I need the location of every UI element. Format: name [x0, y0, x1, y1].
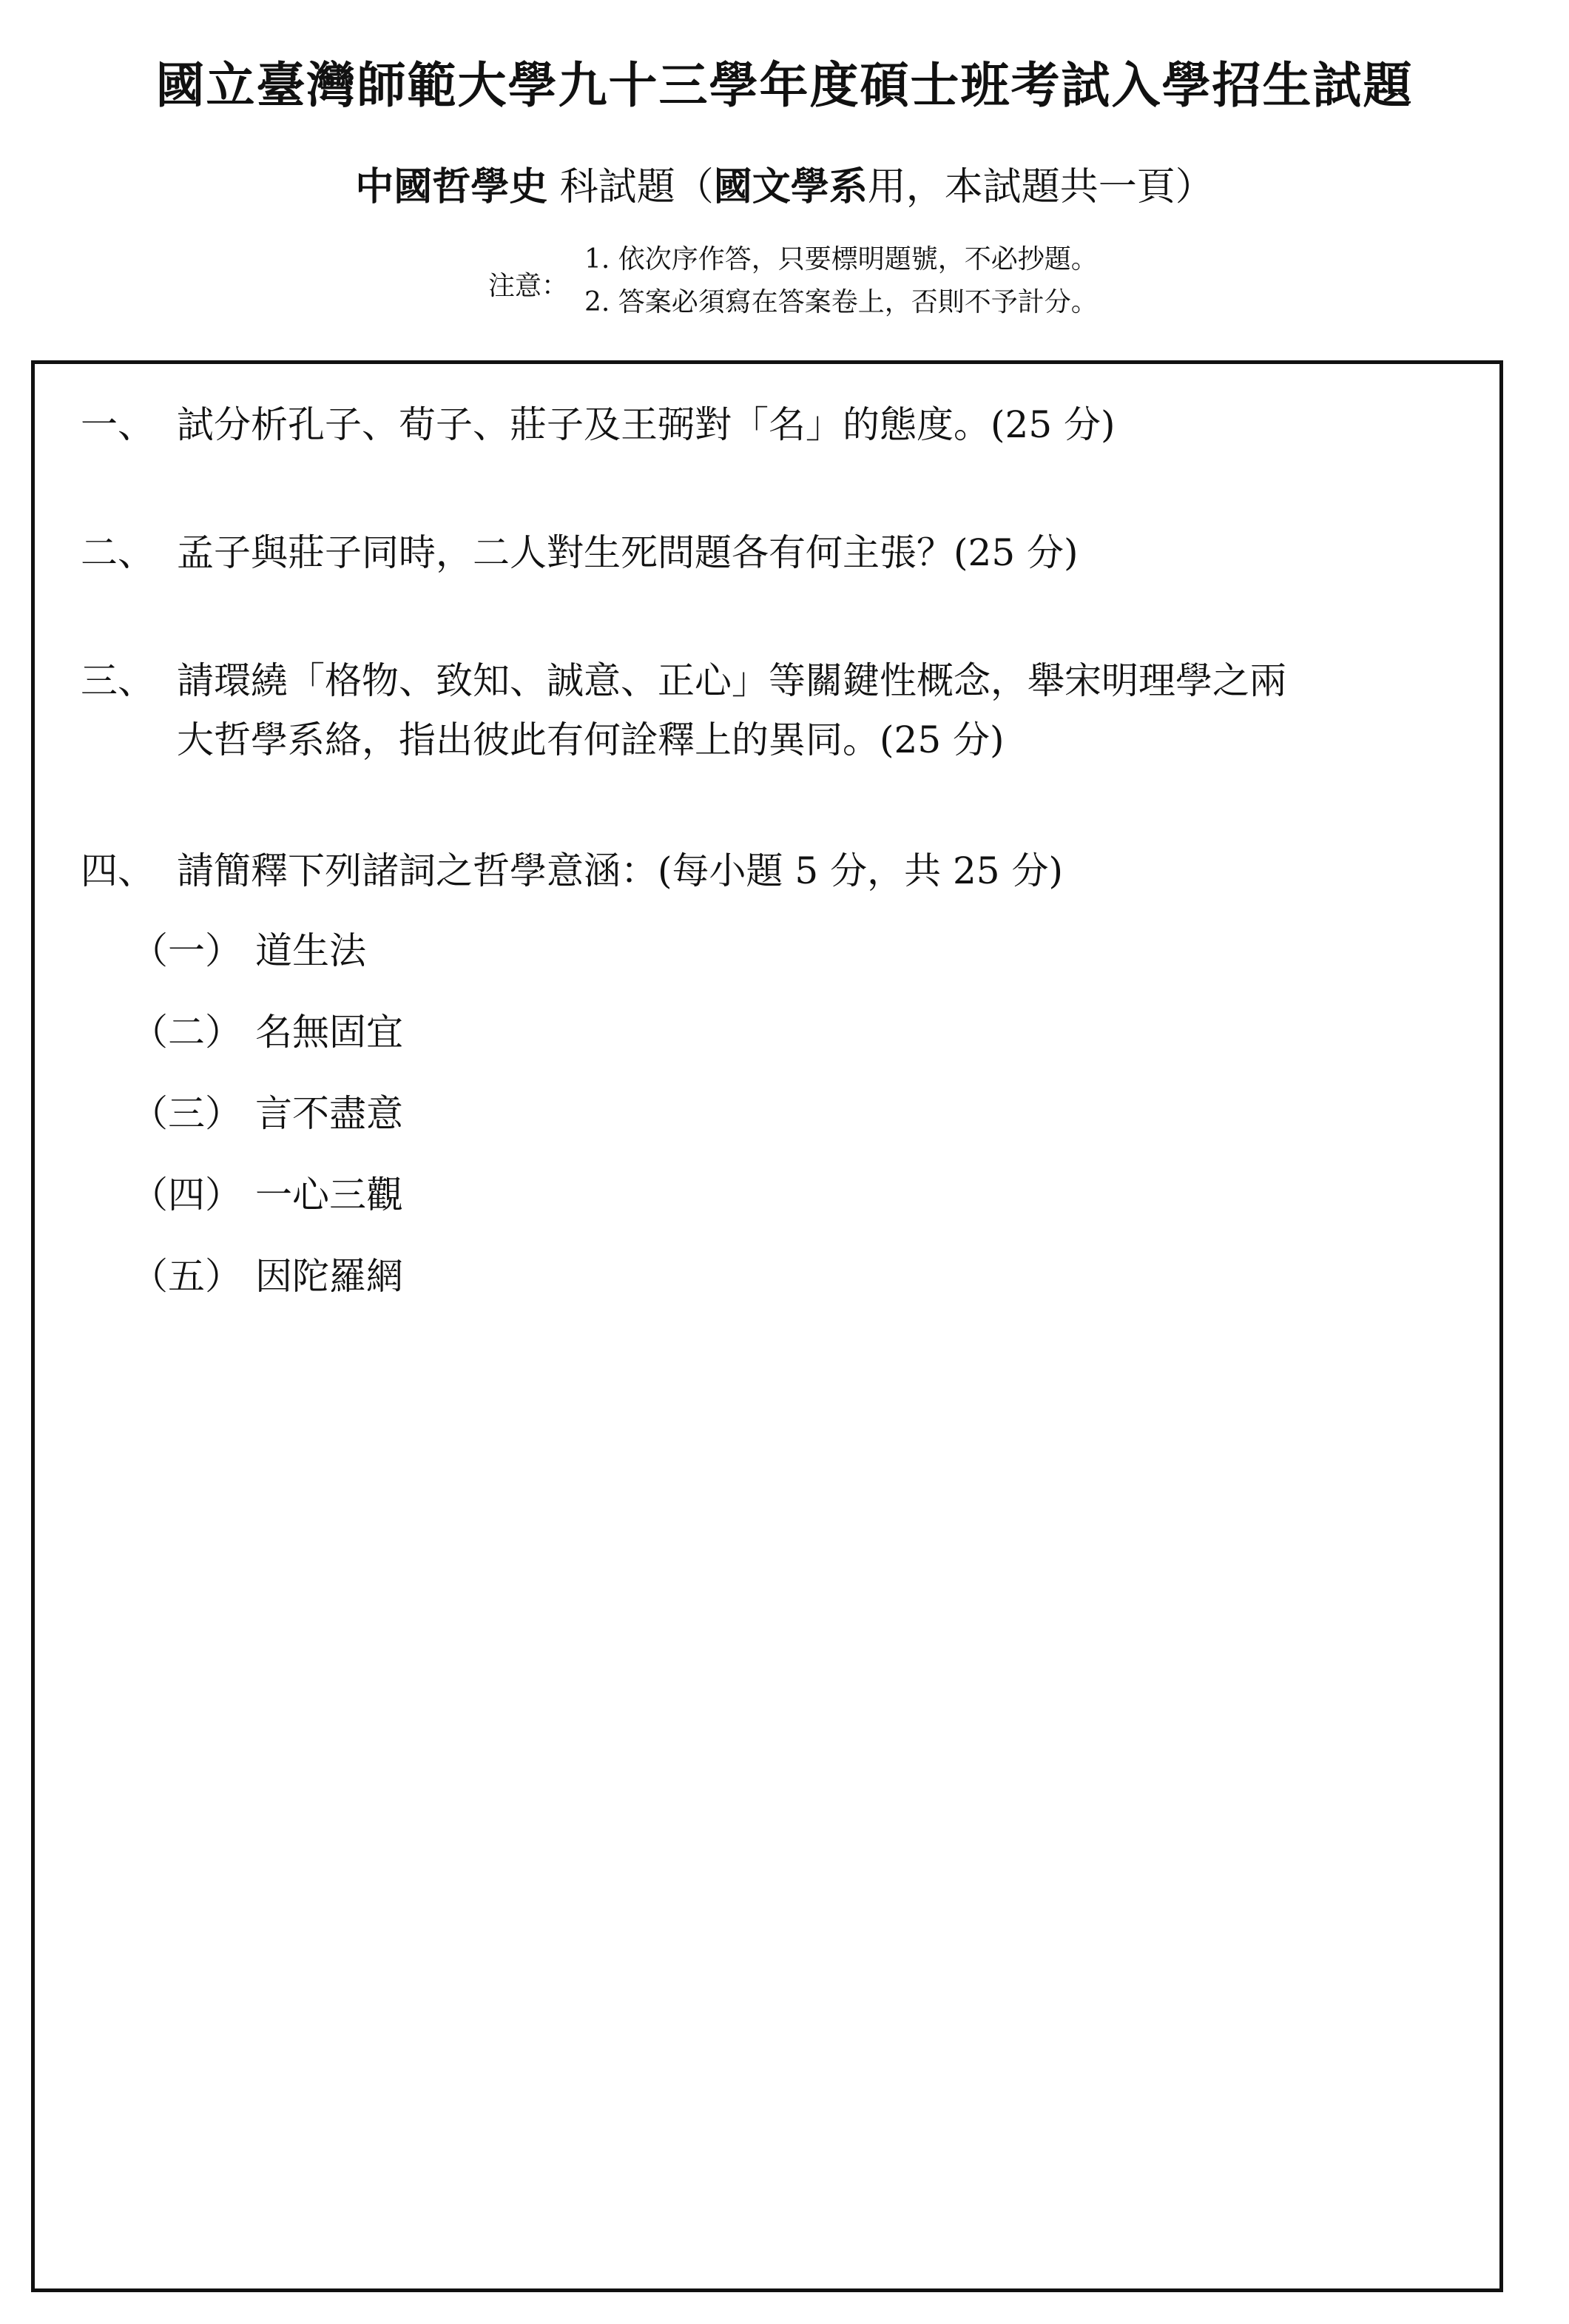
department-name: 國文學系	[713, 165, 868, 209]
subtitle-end: 用，本試題共一頁）	[867, 165, 1214, 209]
sub-item-number: （一）	[131, 929, 242, 972]
sub-item-text: 名無固宜	[255, 1011, 403, 1054]
sub-item-text: 一心三觀	[255, 1173, 403, 1216]
question-text: 請環繞「格物、致知、誠意、正心」等關鍵性概念，舉宋明理學之兩	[177, 659, 1286, 702]
exam-subtitle	[0, 155, 1569, 211]
question-4	[81, 841, 1063, 900]
question-text: 孟子與莊子同時，二人對生死問題各有何主張？(25 分)	[177, 531, 1079, 574]
sub-item	[131, 1165, 403, 1225]
sub-item	[131, 1247, 403, 1306]
notice-item: 1. 依次序作答，只要標明題號，不必抄題。	[584, 244, 1098, 274]
question-text-continued: 大哲學系絡，指出彼此有何詮釋上的異同。(25 分)	[177, 718, 1005, 761]
question-text: 試分析孔子、荀子、莊子及王弼對「名」的態度。(25 分)	[177, 403, 1116, 446]
notice-block	[488, 238, 1302, 327]
question-text: 請簡釋下列諸詞之哲學意涵：(每小題 5 分，共 25 分)	[177, 849, 1064, 892]
question-number: 四、	[81, 849, 155, 892]
question-2	[81, 523, 1079, 582]
sub-item-number: （三）	[131, 1092, 242, 1135]
question-1	[81, 395, 1116, 454]
notice-label: 注意：	[488, 271, 569, 301]
sub-item	[131, 921, 366, 980]
subject-name: 中國哲學史	[355, 165, 548, 209]
sub-item-text: 言不盡意	[255, 1092, 403, 1135]
sub-item-number: （四）	[131, 1173, 242, 1216]
sub-item-text: 因陀羅網	[255, 1255, 403, 1298]
question-frame	[31, 360, 1503, 2292]
sub-item-number: （二）	[131, 1011, 242, 1054]
question-number: 一、	[81, 403, 155, 446]
sub-item-text: 道生法	[255, 929, 366, 972]
notice-item: 2. 答案必須寫在答案卷上，否則不予計分。	[584, 287, 1098, 317]
subtitle-middle: 科試題（	[547, 165, 714, 209]
question-number: 三、	[81, 659, 155, 702]
sub-item	[131, 1084, 403, 1143]
question-number: 二、	[81, 531, 155, 574]
notice-items	[584, 238, 1098, 324]
question-3	[81, 651, 1286, 769]
sub-item-number: （五）	[131, 1255, 242, 1298]
sub-item	[131, 1003, 403, 1062]
exam-title: 國立臺灣師範大學九十三學年度碩士班考試入學招生試題	[155, 57, 1414, 114]
